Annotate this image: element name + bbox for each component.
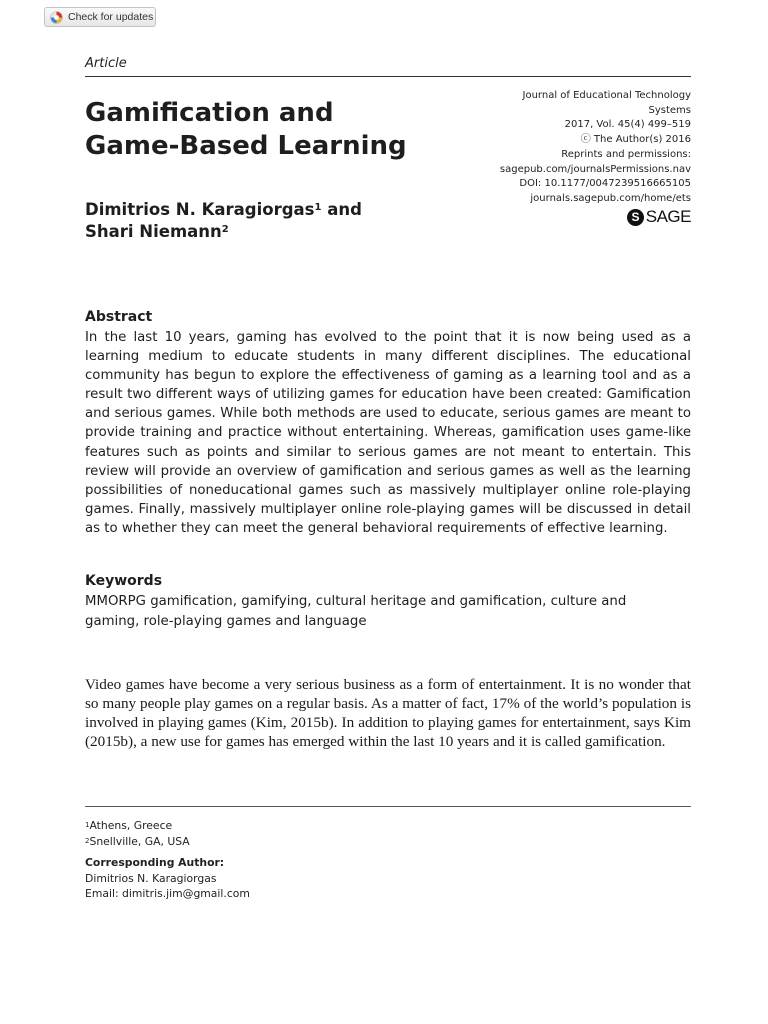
header-divider [85, 76, 691, 77]
author-2-affiliation-mark: 2 [221, 224, 229, 235]
title-line-2: Game-Based Learning [85, 131, 407, 161]
footnote-1-mark: 1 [85, 821, 90, 829]
corresponding-author-heading: Corresponding Author: [85, 856, 225, 869]
journal-doi[interactable]: DOI: 10.1177/0047239516665105 [519, 178, 691, 190]
paper-title [85, 97, 465, 163]
sage-logo [627, 207, 691, 227]
abstract-heading: Abstract [85, 309, 153, 325]
author-conjunction: and [321, 200, 362, 219]
footnotes [85, 818, 250, 902]
footnote-affiliation-2 [85, 834, 250, 850]
journal-name-line-1: Journal of Educational Technology [522, 90, 691, 101]
author-list [85, 199, 362, 243]
journal-volume: 2017, Vol. 45(4) 499–519 [564, 119, 691, 131]
author-name-1: Dimitrios N. Karagiorgas [85, 200, 315, 219]
journal-copyright: ⓒ The Author(s) 2016 [580, 134, 691, 146]
article-type-label: Article [85, 56, 127, 71]
check-for-updates-label: Check for updates [68, 11, 154, 23]
journal-home-link[interactable]: journals.sagepub.com/home/ets [530, 192, 691, 204]
journal-name-line-2: Systems [648, 104, 691, 116]
sage-wordmark: SAGE [645, 207, 691, 226]
footnote-affiliation-1 [85, 818, 250, 834]
crossmark-icon [50, 11, 63, 24]
title-line-1: Gamification and [85, 98, 334, 128]
footnote-2-mark: 2 [85, 836, 90, 845]
author-1-affiliation-mark: 1 [314, 202, 322, 213]
abstract-text: In the last 10 years, gaming has evolved to the point that it is now being used as a learning medium to educate students in many different disciplines. The educational community has begun to explore the effectiveness of gaming as a learning tool and as a result two different ways of utilizing games for education have been created: Gamification and serious games. While both methods are used to educate, serious games are meant to provide training and practice without entertaining. Whereas, gamification uses game-like features such as points and similar to serious games are not meant to entertain. This review will provide an overview of gamification and serious games as well as the learning possibilities of noneducational games such as massively multiplayer online role-playing games. Finally, massively multiplayer online role-playing games will be discussed in detail as to whether they can meet the general behavioral requirements of effective learning. [85, 330, 691, 536]
author-name-2: Shari Niemann [85, 222, 222, 241]
keywords-text: MMORPG gamification, gamifying, cultural heritage and gamification, culture and gaming, role-playing games and language [85, 594, 627, 629]
footnote-divider [85, 806, 691, 807]
journal-permissions-link[interactable]: sagepub.com/journalsPermissions.nav [499, 163, 691, 175]
corresponding-author-name: Dimitrios N. Karagiorgas [85, 871, 217, 885]
footnote-2-text: Snellville, GA, USA [89, 834, 190, 848]
journal-info [461, 89, 691, 207]
body-paragraph: Video games have become a very serious business as a form of entertainment. It is no wonder that so many people play games on a regular basis. As a matter of fact, 17% of the world’s population is involved in playing games (Kim, 2015b). In addition to playing games for entertainment, says Kim (2015b), a new use for games has emerged within the last 10 years and it is called gamification. [85, 676, 691, 751]
footnote-1-text: Athens, Greece [89, 819, 173, 832]
journal-reprints: Reprints and permissions: [561, 148, 691, 160]
check-for-updates-button[interactable] [44, 7, 156, 27]
keywords-heading: Keywords [85, 573, 163, 589]
corresponding-author-email[interactable]: Email: dimitris.jim@gmail.com [85, 887, 250, 900]
sage-s-icon: S [627, 209, 644, 226]
